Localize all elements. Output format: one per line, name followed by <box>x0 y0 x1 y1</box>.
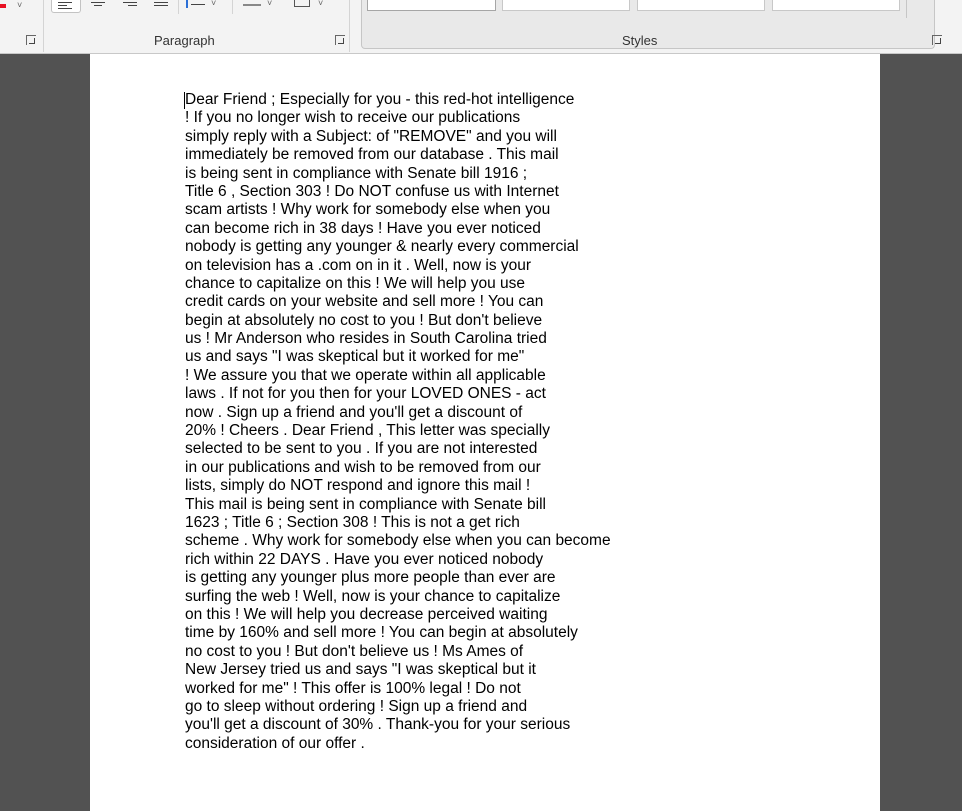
style-tile[interactable] <box>367 0 496 11</box>
chevron-down-icon: ˅ <box>267 0 273 8</box>
document-line: This mail is being sent in compliance with Senate bill <box>185 495 546 513</box>
styles-dialog-launcher-icon[interactable] <box>932 35 942 45</box>
document-line: is getting any younger plus more people than ever are <box>185 569 556 587</box>
document-line: rich within 22 DAYS . Have you ever noticed nobody <box>185 550 544 568</box>
align-right-button[interactable] <box>121 0 139 12</box>
chevron-down-icon: ˅ <box>318 0 324 8</box>
document-line: now . Sign up a friend and you'll get a discount of <box>185 403 523 421</box>
line-spacing-button[interactable] <box>184 0 220 12</box>
align-center-icon <box>91 0 105 10</box>
document-line: consideration of our offer . <box>185 734 365 752</box>
document-line: scheme . Why work for somebody else when you can become <box>185 532 611 550</box>
paragraph-dialog-launcher-icon[interactable] <box>335 35 345 45</box>
document-line: Title 6 , Section 303 ! Do NOT confuse us with Internet <box>185 182 559 200</box>
document-line: on this ! We will help you decrease perceived waiting <box>185 605 548 623</box>
document-line: selected to be sent to you . If you are not interested <box>185 440 538 458</box>
align-center-button[interactable] <box>89 0 107 12</box>
document-line: New Jersey tried us and says "I was skeptical but it <box>185 661 536 679</box>
document-line: nobody is getting any younger & nearly every commercial <box>185 238 579 256</box>
document-line: in our publications and wish to be removed from our <box>185 458 541 476</box>
style-tile[interactable] <box>502 0 630 11</box>
line-spacing-lines-icon <box>191 4 205 5</box>
document-line: us ! Mr Anderson who resides in South Carolina tried <box>185 330 547 348</box>
justify-button[interactable] <box>152 0 170 12</box>
document-line: 20% ! Cheers . Dear Friend , This letter was specially <box>185 422 550 440</box>
style-tile[interactable] <box>772 0 900 11</box>
document-line: go to sleep without ordering ! Sign up a friend and <box>185 697 528 715</box>
align-left-button[interactable] <box>51 0 81 13</box>
paragraph-group-label: Paragraph <box>154 33 215 48</box>
align-left-icon <box>58 0 72 10</box>
document-line: simply reply with a Subject: of "REMOVE" and you will <box>185 127 557 145</box>
document-line: is being sent in compliance with Senate bill 1916 ; <box>185 164 528 182</box>
document-line: laws . If not for you then for your LOVED ONES - act <box>185 385 546 403</box>
document-line: worked for me" ! This offer is 100% legal ! Do not <box>185 679 521 697</box>
font-color-dropdown-icon[interactable]: ˅ <box>17 0 23 10</box>
document-line: scam artists ! Why work for somebody else when you <box>185 201 551 219</box>
styles-gallery-scroll[interactable] <box>906 0 907 18</box>
chevron-down-icon: ˅ <box>211 0 217 8</box>
document-line: chance to capitalize on this ! We will help you use <box>185 274 526 292</box>
font-dialog-launcher-icon[interactable] <box>26 35 36 45</box>
line-spacing-icon <box>186 0 188 8</box>
document-line: Dear Friend ; Especially for you - this red-hot intelligence <box>185 91 575 108</box>
document-line: you'll get a discount of 30% . Thank-you for your serious <box>185 716 571 734</box>
align-right-icon <box>123 0 137 10</box>
justify-icon <box>154 0 168 10</box>
group-separator <box>43 0 44 52</box>
borders-button[interactable] <box>292 0 328 12</box>
document-line: can become rich in 38 days ! Have you ever noticed <box>185 219 541 237</box>
document-line: us and says "I was skeptical but it worked for me" <box>185 348 525 366</box>
style-tile[interactable] <box>637 0 765 11</box>
group-separator <box>349 0 350 52</box>
document-page[interactable] <box>90 54 880 811</box>
font-color-swatch[interactable] <box>0 4 6 8</box>
document-line: 1623 ; Title 6 ; Section 308 ! This is not a get rich <box>185 513 520 531</box>
document-line: credit cards on your website and sell more ! You can <box>185 293 544 311</box>
document-line: surfing the web ! Well, now is your chance to capitalize <box>185 587 561 605</box>
shading-icon <box>243 4 261 6</box>
document-line: ! We assure you that we operate within all applicable <box>185 366 546 384</box>
toolbar-separator <box>178 0 179 14</box>
document-line: on television has a .com on in it . Well, now is your <box>185 256 532 274</box>
document-line: immediately be removed from our database . This mail <box>185 146 559 164</box>
toolbar-separator <box>232 0 233 14</box>
document-line: ! If you no longer wish to receive our publications <box>185 109 521 127</box>
styles-group-label: Styles <box>622 33 658 48</box>
shading-button[interactable] <box>241 0 277 12</box>
document-line: begin at absolutely no cost to you ! But don't believe <box>185 311 543 329</box>
document-body[interactable] <box>185 91 685 753</box>
document-line: time by 160% and sell more ! You can begin at absolutely <box>185 624 578 642</box>
borders-icon <box>294 0 310 7</box>
document-line: no cost to you ! But don't believe us ! Ms Ames of <box>185 642 524 660</box>
document-line: lists, simply do NOT respond and ignore this mail ! <box>185 477 531 495</box>
ribbon <box>0 0 962 54</box>
